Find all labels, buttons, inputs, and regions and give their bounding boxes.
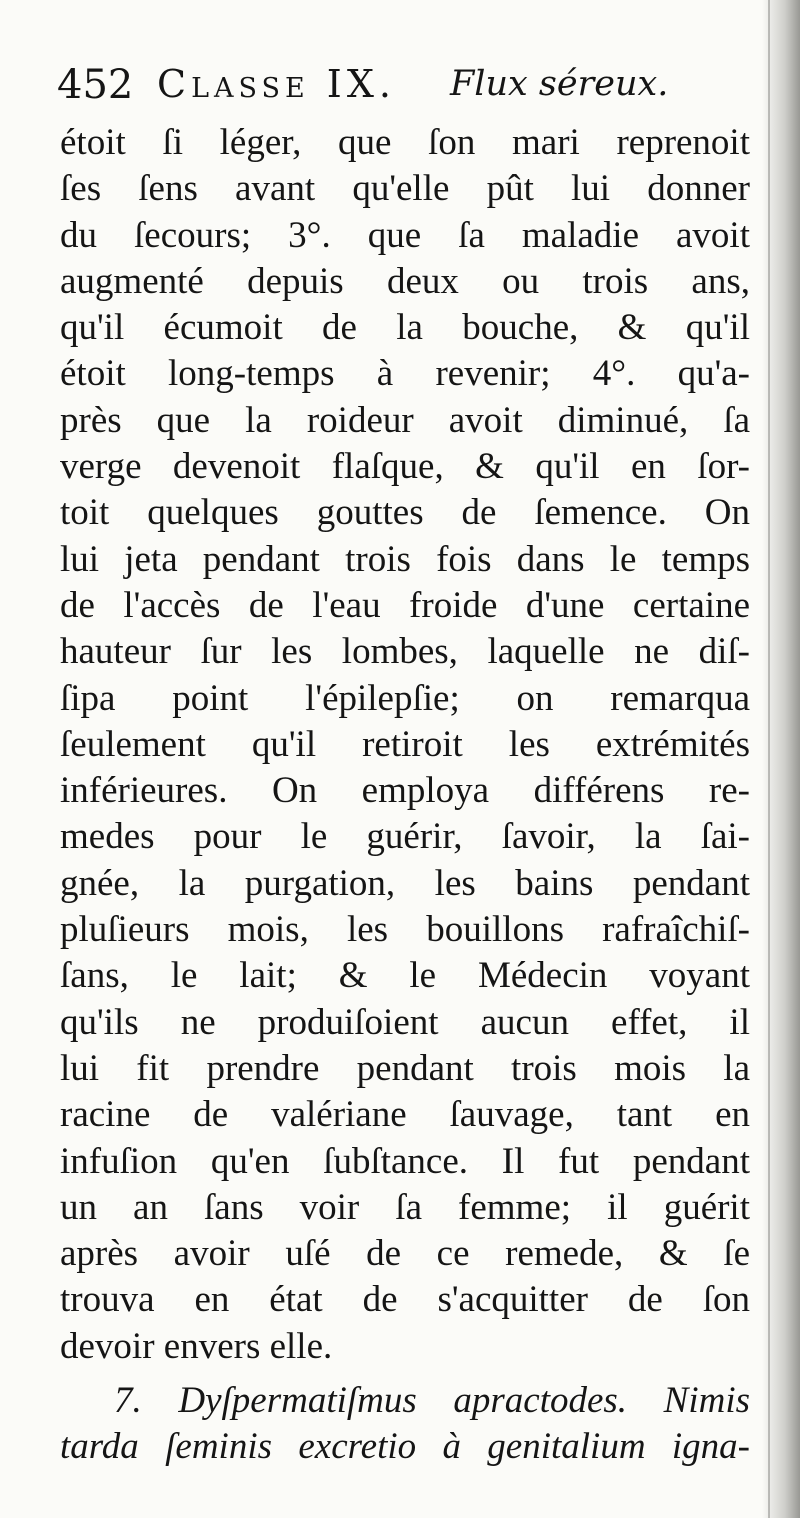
topic-heading: Flux séreux. — [450, 64, 669, 104]
text-line: après avoir uſé de ce remede, & ſe — [60, 1233, 750, 1275]
text-line: du ſecours; 3°. que ſa maladie avoit — [60, 214, 750, 256]
text-line: ſeulement qu'il retiroit les extrémités — [60, 723, 750, 765]
text-line: inférieures. On employa différens re- — [60, 770, 750, 812]
text-line: ſans, le lait; & le Médecin voyant — [60, 955, 750, 997]
text-line: lui fit prendre pendant trois mois la — [60, 1047, 750, 1089]
text-line: trouva en état de s'acquitter de ſon — [60, 1279, 750, 1321]
page-edge — [768, 0, 770, 1518]
text-line: verge devenoit flaſque, & qu'il en ſor- — [60, 446, 750, 488]
section-heading-line: 7. Dyſpermatiſmus apractodes. Nimis — [114, 1380, 750, 1422]
body-text — [60, 120, 750, 1471]
class-heading: Classe IX. — [157, 62, 396, 106]
text-line: un an ſans voir ſa femme; il guérit — [60, 1186, 750, 1228]
text-line: racine de valériane ſauvage, tant en — [60, 1094, 750, 1136]
text-line: hauteur ſur les lombes, laquelle ne diſ- — [60, 631, 750, 673]
text-line: pluſieurs mois, les bouillons rafraîchiſ- — [60, 909, 750, 951]
text-line: près que la roideur avoit diminué, ſa — [60, 399, 750, 441]
text-line: qu'il écumoit de la bouche, & qu'il — [60, 307, 750, 349]
text-line: ſes ſens avant qu'elle pût lui donner — [60, 168, 750, 210]
text-line: étoit ſi léger, que ſon mari reprenoit — [60, 122, 750, 163]
text-line: ſipa point l'épilepſie; on remarqua — [60, 677, 750, 719]
text-line: qu'ils ne produiſoient aucun effet, il — [60, 1001, 750, 1043]
text-line: augmenté depuis deux ou trois ans, — [60, 260, 750, 302]
running-header — [57, 62, 747, 114]
text-line: lui jeta pendant trois fois dans le temps — [60, 538, 750, 580]
text-line: toit quelques gouttes de ſemence. On — [60, 492, 750, 534]
text-line-final: devoir envers elle. — [60, 1325, 333, 1367]
section-text-line: tarda ſeminis excretio à genitalium igna- — [60, 1426, 750, 1468]
text-line: medes pour le guérir, ſavoir, la ſai- — [60, 816, 750, 858]
page-number: 452 — [57, 62, 134, 108]
text-line: étoit long-temps à revenir; 4°. qu'a- — [60, 353, 750, 395]
text-line: gnée, la purgation, les bains pendant — [60, 862, 750, 904]
text-line: de l'accès de l'eau froide d'une certaine — [60, 584, 750, 626]
text-line: infuſion qu'en ſubſtance. Il fut pendant — [60, 1140, 750, 1182]
